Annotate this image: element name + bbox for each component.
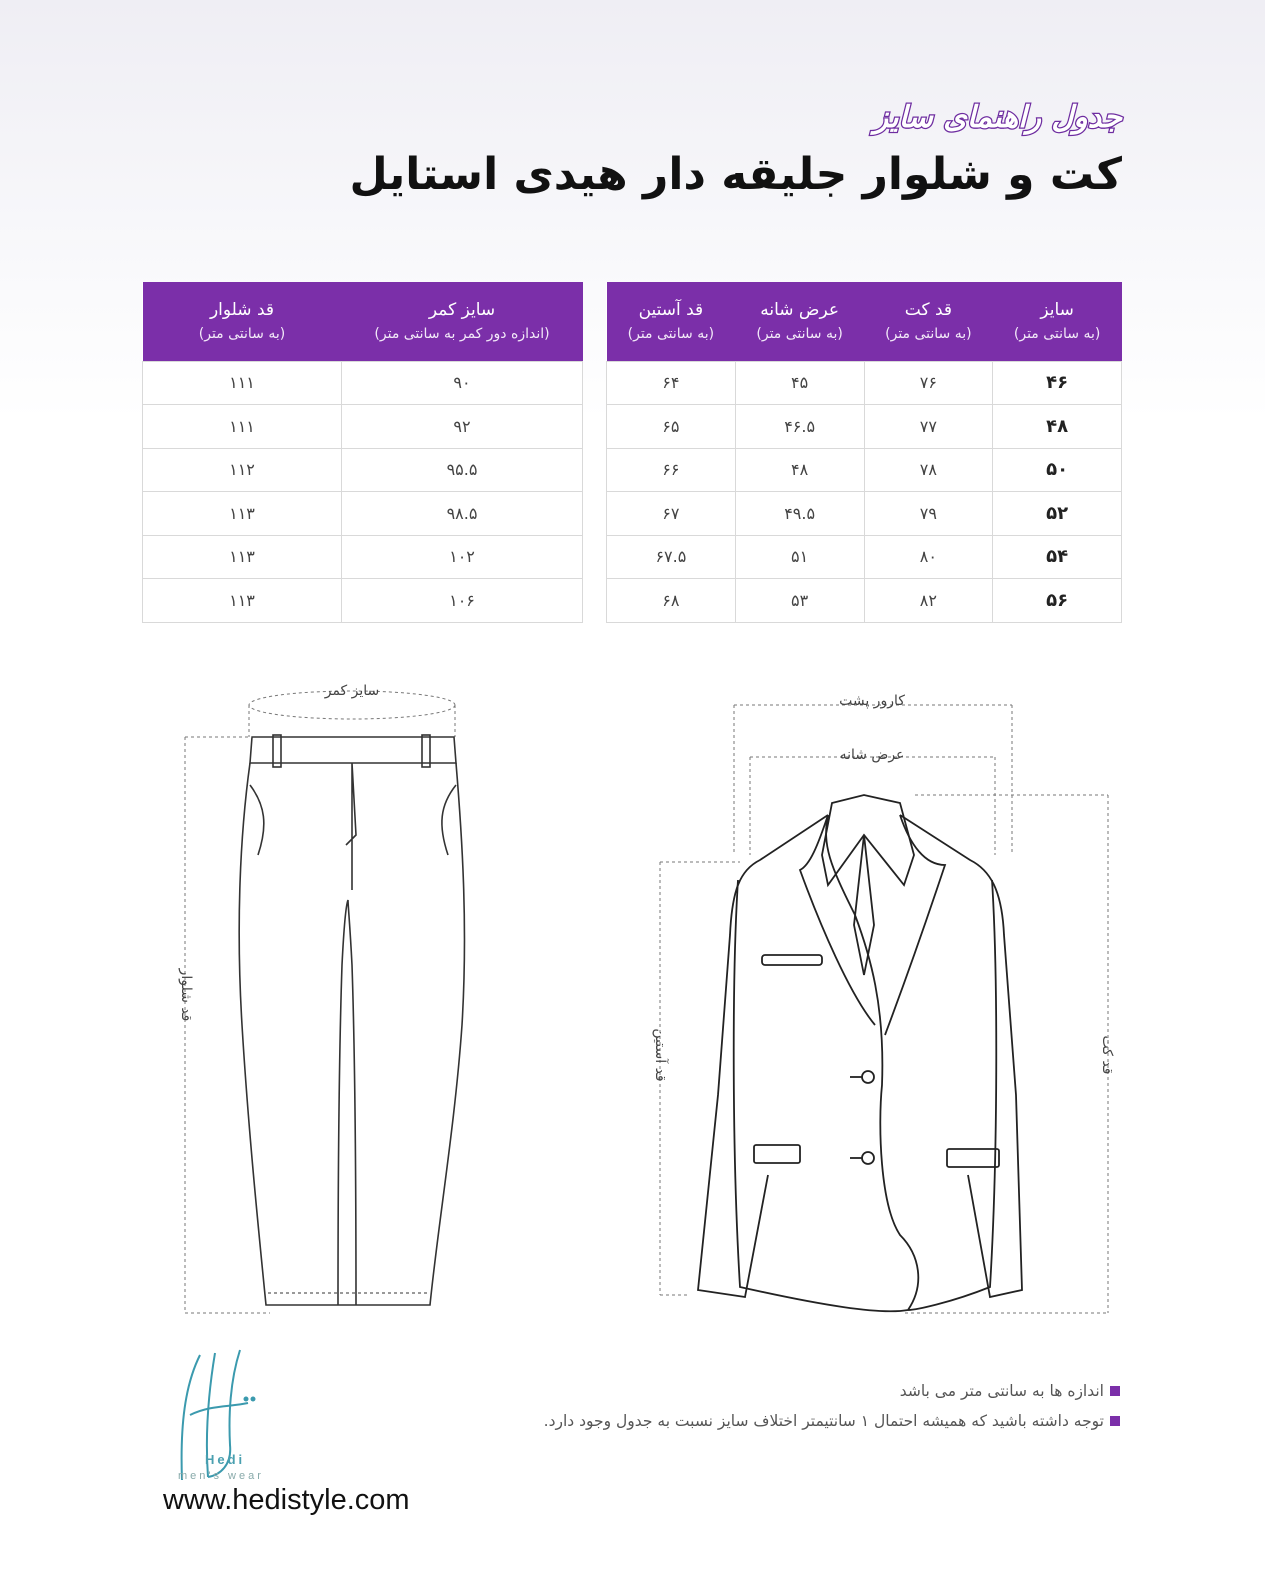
table-row: [143, 579, 583, 623]
sleeve-length-cell: ۶۸: [607, 579, 736, 623]
col-header-pants-length: قد شلوار (به سانتی متر): [143, 282, 342, 361]
pants-illustration: [170, 665, 490, 1325]
jacket-length-cell: ۸۲: [864, 579, 993, 623]
back-width-label: کارور پشت: [839, 693, 905, 709]
jacket-illustration: [650, 675, 1130, 1330]
waist-size-cell: ۹۲: [342, 405, 583, 449]
table-row: [143, 535, 583, 579]
shoulder-width-cell: ۴۶.۵: [735, 405, 864, 449]
col-header-shoulder-width: عرض شانه (به سانتی متر): [735, 282, 864, 361]
sleeve-length-label: قد آستین: [652, 1028, 668, 1082]
waist-size-cell: ۱۰۶: [342, 579, 583, 623]
size-cell: ۵۰: [993, 448, 1122, 492]
table-row: [607, 361, 1122, 405]
jacket-length-cell: ۷۹: [864, 492, 993, 536]
jacket-length-label: قد کت: [1099, 1035, 1115, 1075]
notes: [400, 1376, 1120, 1436]
logo-text: Hedi: [205, 1452, 246, 1467]
shoulder-width-label: عرض شانه: [839, 747, 905, 763]
pants-length-cell: ۱۱۳: [143, 579, 342, 623]
col-header-waist-size: سایز کمر (اندازه دور کمر به سانتی متر): [342, 282, 583, 361]
pants-length-label: قد شلوار: [178, 968, 194, 1022]
col-header-sleeve-length: قد آستین (به سانتی متر): [607, 282, 736, 361]
shoulder-width-cell: ۴۹.۵: [735, 492, 864, 536]
jacket-length-cell: ۷۶: [864, 361, 993, 405]
square-bullet-icon: [1110, 1416, 1120, 1426]
jacket-table-header-row: [607, 282, 1122, 361]
pants-length-cell: ۱۱۳: [143, 492, 342, 536]
hedi-logo-icon: [160, 1345, 280, 1490]
size-cell: ۵۴: [993, 535, 1122, 579]
sleeve-length-cell: ۶۴: [607, 361, 736, 405]
square-bullet-icon: [1110, 1386, 1120, 1396]
size-cell: ۴۸: [993, 405, 1122, 449]
page-header: [322, 100, 1122, 200]
pants-length-cell: ۱۱۳: [143, 535, 342, 579]
pants-length-cell: ۱۱۲: [143, 448, 342, 492]
table-row: [143, 448, 583, 492]
note-item: اندازه ها به سانتی متر می باشد: [400, 1376, 1120, 1406]
jacket-length-cell: ۷۸: [864, 448, 993, 492]
note-item: توجه داشته باشید که همیشه احتمال ۱ سانتیمتر اختلاف سایز نسبت به جدول وجود دارد.: [400, 1406, 1120, 1436]
table-row: [143, 361, 583, 405]
pants-length-cell: ۱۱۱: [143, 361, 342, 405]
jacket-length-cell: ۸۰: [864, 535, 993, 579]
table-row: [143, 492, 583, 536]
sleeve-length-cell: ۶۷.۵: [607, 535, 736, 579]
table-row: [607, 492, 1122, 536]
size-cell: ۵۲: [993, 492, 1122, 536]
pants-table-header-row: [143, 282, 583, 361]
table-row: [607, 448, 1122, 492]
waist-size-cell: ۹۸.۵: [342, 492, 583, 536]
col-header-jacket-length: قد کت (به سانتی متر): [864, 282, 993, 361]
shoulder-width-cell: ۴۸: [735, 448, 864, 492]
page-title: کت و شلوار جلیقه دار هیدی استایل: [349, 149, 1122, 200]
sleeve-length-cell: ۶۶: [607, 448, 736, 492]
shoulder-width-cell: ۵۱: [735, 535, 864, 579]
logo-subtext: men's wear: [178, 1470, 264, 1482]
table-row: [607, 579, 1122, 623]
waist-size-cell: ۹۰: [342, 361, 583, 405]
sleeve-length-cell: ۶۵: [607, 405, 736, 449]
table-row: [143, 405, 583, 449]
waist-size-label: سایز کمر: [324, 683, 380, 699]
size-cell: ۵۶: [993, 579, 1122, 623]
pants-length-cell: ۱۱۱: [143, 405, 342, 449]
waist-size-cell: ۱۰۲: [342, 535, 583, 579]
col-header-size: سایز (به سانتی متر): [993, 282, 1122, 361]
size-cell: ۴۶: [993, 361, 1122, 405]
shoulder-width-cell: ۴۵: [735, 361, 864, 405]
jacket-length-cell: ۷۷: [864, 405, 993, 449]
waist-size-cell: ۹۵.۵: [342, 448, 583, 492]
pants-size-table: [142, 282, 583, 623]
table-row: [607, 405, 1122, 449]
table-row: [607, 535, 1122, 579]
jacket-size-table: [606, 282, 1122, 623]
website-url: www.hedistyle.com: [163, 1484, 410, 1516]
page-subtitle: جدول راهنمای سایز: [873, 100, 1122, 135]
shoulder-width-cell: ۵۳: [735, 579, 864, 623]
sleeve-length-cell: ۶۷: [607, 492, 736, 536]
